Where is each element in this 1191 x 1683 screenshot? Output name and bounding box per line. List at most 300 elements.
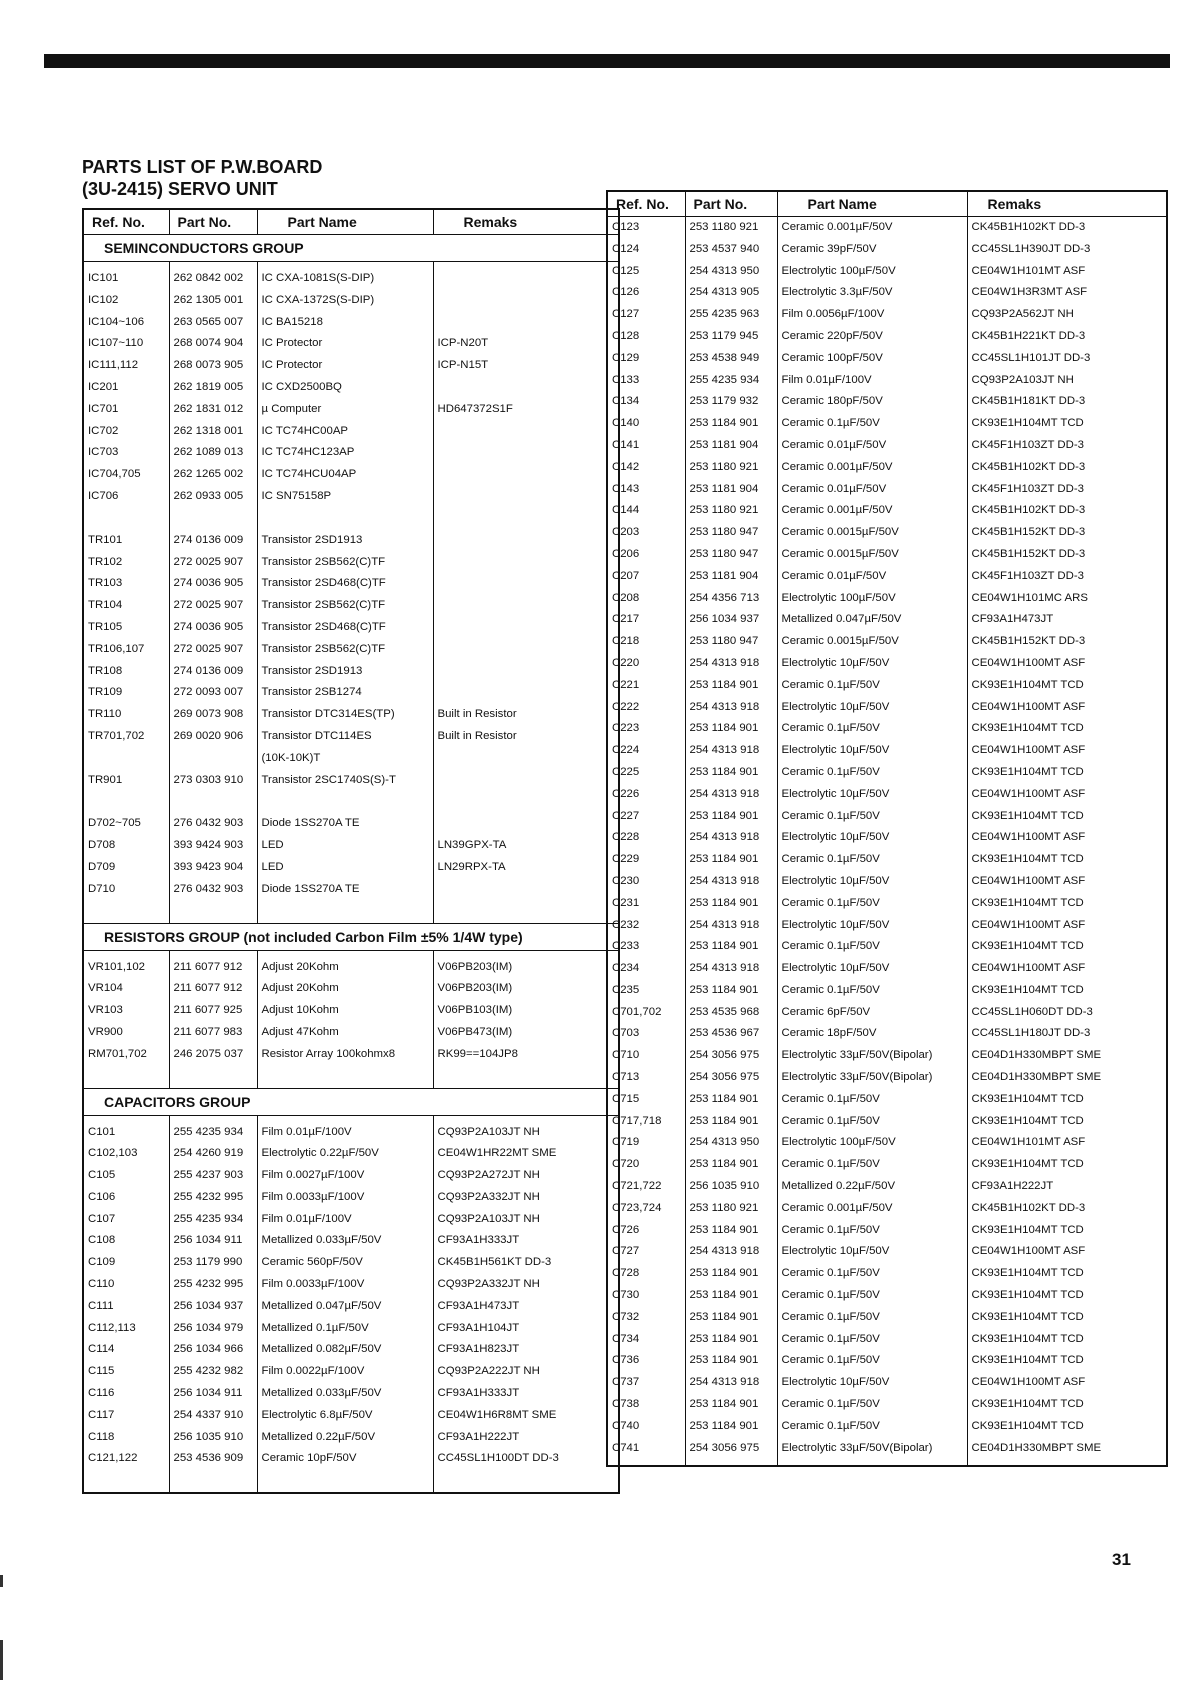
table-row <box>83 1318 619 1340</box>
cell-remarks: CK45B1H561KT DD-3 <box>433 1252 619 1274</box>
parts-table-right <box>606 190 1168 1467</box>
table-row <box>607 522 1167 544</box>
cell-ref-no: D708 <box>83 835 169 857</box>
table-row <box>83 1296 619 1318</box>
cell-remarks: CK93E1H104MT TCD <box>967 1154 1167 1176</box>
scan-edge-mark <box>0 1640 3 1680</box>
page-number: 31 <box>1112 1550 1131 1569</box>
table-row <box>83 312 619 334</box>
cell-remarks: CK93E1H104MT TCD <box>967 1329 1167 1351</box>
cell-part-no: 272 0025 907 <box>169 552 257 574</box>
cell-remarks: CK93E1H104MT TCD <box>967 1285 1167 1307</box>
cell-ref-no: C713 <box>607 1067 685 1089</box>
cell-remarks: CE04D1H330MBPT SME <box>967 1438 1167 1460</box>
cell-part-name: Electrolytic 100µF/50V <box>777 588 967 610</box>
cell-part-name: Electrolytic 10µF/50V <box>777 1241 967 1263</box>
parts-table-left <box>82 208 620 1494</box>
spacer-cell <box>83 508 169 530</box>
cell-part-name: Electrolytic 10µF/50V <box>777 915 967 937</box>
cell-part-name: Electrolytic 10µF/50V <box>777 697 967 719</box>
cell-ref-no: C226 <box>607 784 685 806</box>
cell-ref-no: TR105 <box>83 617 169 639</box>
table-row <box>83 1143 619 1165</box>
table-row <box>83 1187 619 1209</box>
spacer-cell <box>433 1066 619 1089</box>
spacer-cell <box>685 1459 777 1466</box>
cell-part-name: Transistor 2SD468(C)TF <box>257 573 433 595</box>
cell-part-name: Film 0.01µF/100V <box>257 1209 433 1231</box>
cell-ref-no: C118 <box>83 1427 169 1449</box>
table-row <box>83 682 619 704</box>
table-row <box>607 1241 1167 1263</box>
cell-ref-no: C105 <box>83 1165 169 1187</box>
cell-part-no: 274 0036 905 <box>169 617 257 639</box>
table-row <box>83 978 619 1000</box>
cell-part-no: 253 1184 901 <box>685 675 777 697</box>
cell-part-no: 262 1305 001 <box>169 290 257 312</box>
cell-part-no: 262 1819 005 <box>169 377 257 399</box>
group-title: RESISTORS GROUP (not included Carbon Film ±5% 1/4W type) <box>83 923 619 950</box>
cell-part-no: 262 0933 005 <box>169 486 257 508</box>
cell-part-no: 255 4232 982 <box>169 1361 257 1383</box>
cell-part-no: 262 1831 012 <box>169 399 257 421</box>
table-row <box>607 936 1167 958</box>
cell-part-name: Ceramic 100pF/50V <box>777 348 967 370</box>
cell-remarks: CE04W1H101MT ASF <box>967 1132 1167 1154</box>
cell-part-name: Ceramic 0.1µF/50V <box>777 1416 967 1438</box>
cell-remarks: CK93E1H104MT TCD <box>967 1307 1167 1329</box>
cell-part-name: Transistor 2SD1913 <box>257 661 433 683</box>
cell-ref-no: C222 <box>607 697 685 719</box>
spacer-row <box>83 508 619 530</box>
cell-remarks: CE04D1H330MBPT SME <box>967 1067 1167 1089</box>
table-row <box>607 326 1167 348</box>
table-row <box>607 871 1167 893</box>
table-row <box>83 1044 619 1066</box>
cell-part-no: 254 3056 975 <box>685 1438 777 1460</box>
cell-ref-no: C738 <box>607 1394 685 1416</box>
cell-ref-no: C726 <box>607 1220 685 1242</box>
cell-ref-no <box>83 748 169 770</box>
cell-remarks: CC45SL1H100DT DD-3 <box>433 1448 619 1470</box>
cell-ref-no: C208 <box>607 588 685 610</box>
table-row <box>607 631 1167 653</box>
cell-part-name: Ceramic 0.1µF/50V <box>777 1394 967 1416</box>
cell-remarks: CE04W1H6R8MT SME <box>433 1405 619 1427</box>
cell-part-no: 272 0025 907 <box>169 639 257 661</box>
table-row <box>607 588 1167 610</box>
cell-part-name: Ceramic 0.1µF/50V <box>777 806 967 828</box>
table-row <box>83 290 619 312</box>
cell-part-no: 253 1180 921 <box>685 1198 777 1220</box>
cell-ref-no: VR101,102 <box>83 957 169 979</box>
cell-part-name: IC Protector <box>257 355 433 377</box>
cell-part-name: IC CXD2500BQ <box>257 377 433 399</box>
cell-part-no: 269 0020 906 <box>169 726 257 748</box>
cell-remarks: CF93A1H473JT <box>967 609 1167 631</box>
cell-ref-no: IC706 <box>83 486 169 508</box>
cell-remarks: CK93E1H104MT TCD <box>967 675 1167 697</box>
cell-remarks: CC45SL1H180JT DD-3 <box>967 1023 1167 1045</box>
table-row <box>83 726 619 748</box>
cell-remarks: CE04W1H101MT ASF <box>967 261 1167 283</box>
cell-part-name: Ceramic 39pF/50V <box>777 239 967 261</box>
table-row <box>607 806 1167 828</box>
cell-part-no: 254 4337 910 <box>169 1405 257 1427</box>
cell-part-name: LED <box>257 857 433 879</box>
cell-part-no: 255 4232 995 <box>169 1187 257 1209</box>
cell-part-name: Ceramic 0.001µF/50V <box>777 457 967 479</box>
cell-part-no: 276 0432 903 <box>169 813 257 835</box>
cell-remarks: CQ93P2A562JT NH <box>967 304 1167 326</box>
cell-remarks: CQ93P2A332JT NH <box>433 1187 619 1209</box>
cell-remarks: CE04W1H100MT ASF <box>967 784 1167 806</box>
cell-part-name: Ceramic 0.1µF/50V <box>777 675 967 697</box>
cell-part-no: 253 1181 904 <box>685 435 777 457</box>
cell-part-name: IC TC74HCU04AP <box>257 464 433 486</box>
cell-remarks: CK93E1H104MT TCD <box>967 1111 1167 1133</box>
cell-part-name: Metallized 0.22µF/50V <box>777 1176 967 1198</box>
cell-ref-no: C116 <box>83 1383 169 1405</box>
cell-ref-no: TR108 <box>83 661 169 683</box>
table-row <box>607 261 1167 283</box>
cell-ref-no: C108 <box>83 1230 169 1252</box>
cell-ref-no: C110 <box>83 1274 169 1296</box>
table-row <box>83 813 619 835</box>
cell-part-name: Electrolytic 10µF/50V <box>777 871 967 893</box>
cell-part-name: Film 0.0056µF/100V <box>777 304 967 326</box>
table-row <box>83 1165 619 1187</box>
cell-ref-no: C721,722 <box>607 1176 685 1198</box>
cell-part-name: Transistor 2SD1913 <box>257 530 433 552</box>
cell-part-name: Electrolytic 100µF/50V <box>777 261 967 283</box>
group-header-row <box>83 923 619 950</box>
cell-part-name: Film 0.0033µF/100V <box>257 1274 433 1296</box>
cell-remarks: HD647372S1F <box>433 399 619 421</box>
cell-part-no: 253 1184 901 <box>685 1350 777 1372</box>
table-row <box>607 413 1167 435</box>
cell-ref-no: C125 <box>607 261 685 283</box>
cell-remarks: CC45SL1H390JT DD-3 <box>967 239 1167 261</box>
cell-part-name: Electrolytic 10µF/50V <box>777 740 967 762</box>
table-row <box>607 500 1167 522</box>
cell-ref-no: C218 <box>607 631 685 653</box>
cell-part-name: Ceramic 0.1µF/50V <box>777 413 967 435</box>
cell-part-no: 262 1265 002 <box>169 464 257 486</box>
table-row <box>607 1263 1167 1285</box>
cell-remarks: CE04W1H100MT ASF <box>967 697 1167 719</box>
cell-ref-no: C225 <box>607 762 685 784</box>
cell-part-name: Ceramic 0.1µF/50V <box>777 980 967 1002</box>
spacer-cell <box>433 901 619 924</box>
cell-part-name: Electrolytic 0.22µF/50V <box>257 1143 433 1165</box>
cell-remarks: CK45B1H221KT DD-3 <box>967 326 1167 348</box>
cell-remarks: ICP-N15T <box>433 355 619 377</box>
cell-part-no: 253 1184 901 <box>685 1089 777 1111</box>
cell-part-name: IC Protector <box>257 333 433 355</box>
cell-part-name: Ceramic 18pF/50V <box>777 1023 967 1045</box>
cell-part-name: Electrolytic 33µF/50V(Bipolar) <box>777 1045 967 1067</box>
spacer-cell <box>257 1066 433 1089</box>
cell-part-name: Ceramic 0.1µF/50V <box>777 718 967 740</box>
cell-ref-no: C723,724 <box>607 1198 685 1220</box>
table-row <box>607 239 1167 261</box>
table-row <box>607 1350 1167 1372</box>
cell-remarks: CK93E1H104MT TCD <box>967 413 1167 435</box>
cell-ref-no: C740 <box>607 1416 685 1438</box>
cell-remarks: RK99==104JP8 <box>433 1044 619 1066</box>
cell-part-no: 393 9424 903 <box>169 835 257 857</box>
cell-part-name: Ceramic 0.01µF/50V <box>777 435 967 457</box>
cell-part-name: Diode 1SS270A TE <box>257 813 433 835</box>
cell-ref-no: C715 <box>607 1089 685 1111</box>
cell-ref-no: IC111,112 <box>83 355 169 377</box>
cell-part-name: Electrolytic 10µF/50V <box>777 1372 967 1394</box>
cell-part-no: 272 0025 907 <box>169 595 257 617</box>
cell-part-no: 254 4260 919 <box>169 1143 257 1165</box>
table-row <box>83 573 619 595</box>
cell-remarks: CF93A1H222JT <box>967 1176 1167 1198</box>
cell-ref-no: D710 <box>83 879 169 901</box>
table-row <box>607 893 1167 915</box>
cell-part-name: Ceramic 10pF/50V <box>257 1448 433 1470</box>
col-part-name: Part Name <box>777 191 967 217</box>
cell-part-no: 254 4313 918 <box>685 784 777 806</box>
cell-ref-no: TR101 <box>83 530 169 552</box>
cell-ref-no: VR900 <box>83 1022 169 1044</box>
cell-part-no: 254 4313 918 <box>685 915 777 937</box>
spacer-cell <box>777 1459 967 1466</box>
cell-part-name: Film 0.0027µF/100V <box>257 1165 433 1187</box>
cell-part-no: 254 4313 918 <box>685 740 777 762</box>
cell-part-no: 254 4313 918 <box>685 653 777 675</box>
spacer-cell <box>607 1459 685 1466</box>
table-row <box>83 957 619 979</box>
table-row <box>83 268 619 290</box>
cell-ref-no: TR901 <box>83 770 169 792</box>
cell-remarks <box>433 530 619 552</box>
table-row <box>607 479 1167 501</box>
cell-ref-no: C129 <box>607 348 685 370</box>
cell-ref-no: C124 <box>607 239 685 261</box>
cell-remarks: CK45F1H103ZT DD-3 <box>967 566 1167 588</box>
cell-ref-no: TR109 <box>83 682 169 704</box>
cell-part-name: Adjust 47Kohm <box>257 1022 433 1044</box>
cell-ref-no: D702~705 <box>83 813 169 835</box>
cell-ref-no: C111 <box>83 1296 169 1318</box>
table-row <box>83 748 619 770</box>
table-row <box>83 661 619 683</box>
cell-remarks: CK93E1H104MT TCD <box>967 980 1167 1002</box>
cell-remarks: Built in Resistor <box>433 704 619 726</box>
cell-part-name: IC TC74HC123AP <box>257 442 433 464</box>
cell-part-no: 253 1184 901 <box>685 1329 777 1351</box>
table-row <box>607 1154 1167 1176</box>
cell-part-no: 253 1181 904 <box>685 479 777 501</box>
table-row <box>607 391 1167 413</box>
cell-part-no: 255 4235 934 <box>685 370 777 392</box>
cell-part-no: 246 2075 037 <box>169 1044 257 1066</box>
table-row <box>607 849 1167 871</box>
cell-part-no: 253 1184 901 <box>685 806 777 828</box>
cell-remarks: CF93A1H333JT <box>433 1230 619 1252</box>
cell-remarks: CK93E1H104MT TCD <box>967 1350 1167 1372</box>
cell-part-no: 253 1180 921 <box>685 217 777 239</box>
cell-part-name: Electrolytic 10µF/50V <box>777 827 967 849</box>
cell-part-name: Metallized 0.033µF/50V <box>257 1383 433 1405</box>
table-row <box>607 1307 1167 1329</box>
cell-remarks: CQ93P2A103JT NH <box>967 370 1167 392</box>
cell-ref-no: IC104~106 <box>83 312 169 334</box>
cell-part-name: IC SN75158P <box>257 486 433 508</box>
cell-remarks: LN29RPX-TA <box>433 857 619 879</box>
table-row <box>607 1176 1167 1198</box>
cell-part-name: Electrolytic 6.8µF/50V <box>257 1405 433 1427</box>
spacer-cell <box>169 791 257 813</box>
cell-ref-no: IC102 <box>83 290 169 312</box>
cell-ref-no: C115 <box>83 1361 169 1383</box>
cell-remarks: CK93E1H104MT TCD <box>967 762 1167 784</box>
spacer-cell <box>433 1470 619 1493</box>
cell-part-no: 256 1034 937 <box>685 609 777 631</box>
cell-ref-no: D709 <box>83 857 169 879</box>
table-row <box>607 1285 1167 1307</box>
cell-part-no: 254 4313 905 <box>685 282 777 304</box>
group-title: SEMINCONDUCTORS GROUP <box>83 235 619 262</box>
cell-part-name: Adjust 10Kohm <box>257 1000 433 1022</box>
cell-part-no: 253 4536 909 <box>169 1448 257 1470</box>
cell-remarks: CE04W1H100MT ASF <box>967 915 1167 937</box>
cell-remarks <box>433 290 619 312</box>
cell-ref-no: C207 <box>607 566 685 588</box>
spacer-cell <box>433 508 619 530</box>
cell-part-name: Ceramic 0.001µF/50V <box>777 500 967 522</box>
cell-remarks: CE04W1H100MT ASF <box>967 740 1167 762</box>
cell-part-name: Ceramic 220pF/50V <box>777 326 967 348</box>
cell-ref-no: C732 <box>607 1307 685 1329</box>
cell-ref-no: C206 <box>607 544 685 566</box>
cell-part-no: 274 0036 905 <box>169 573 257 595</box>
cell-part-name: Ceramic 180pF/50V <box>777 391 967 413</box>
cell-ref-no: TR103 <box>83 573 169 595</box>
cell-part-no: 253 1181 904 <box>685 566 777 588</box>
cell-part-no: 253 1184 901 <box>685 980 777 1002</box>
cell-remarks: Built in Resistor <box>433 726 619 748</box>
cell-ref-no: C232 <box>607 915 685 937</box>
table-row <box>83 835 619 857</box>
cell-part-no: 255 4235 963 <box>685 304 777 326</box>
spacer-row <box>83 791 619 813</box>
spacer-cell <box>169 508 257 530</box>
cell-part-name: LED <box>257 835 433 857</box>
cell-part-no: 253 1184 901 <box>685 718 777 740</box>
cell-part-no: 211 6077 912 <box>169 957 257 979</box>
cell-remarks <box>433 377 619 399</box>
cell-remarks: CQ93P2A103JT NH <box>433 1209 619 1231</box>
cell-part-no: 272 0093 007 <box>169 682 257 704</box>
cell-ref-no: IC701 <box>83 399 169 421</box>
cell-remarks: CK45F1H103ZT DD-3 <box>967 479 1167 501</box>
cell-part-name: Transistor 2SC1740S(S)-T <box>257 770 433 792</box>
table-row <box>607 740 1167 762</box>
spacer-cell <box>257 901 433 924</box>
table-row <box>607 1220 1167 1242</box>
cell-part-name: (10K-10K)T <box>257 748 433 770</box>
cell-remarks: CQ93P2A222JT NH <box>433 1361 619 1383</box>
cell-remarks <box>433 813 619 835</box>
cell-part-no: 393 9423 904 <box>169 857 257 879</box>
cell-remarks: CK93E1H104MT TCD <box>967 1394 1167 1416</box>
cell-remarks <box>433 879 619 901</box>
cell-part-no: 262 0842 002 <box>169 268 257 290</box>
group-title: CAPACITORS GROUP <box>83 1088 619 1115</box>
cell-part-name: Ceramic 0.0015µF/50V <box>777 544 967 566</box>
cell-ref-no: C235 <box>607 980 685 1002</box>
cell-part-no: 263 0565 007 <box>169 312 257 334</box>
cell-ref-no: C224 <box>607 740 685 762</box>
cell-ref-no: C134 <box>607 391 685 413</box>
cell-remarks: CQ93P2A272JT NH <box>433 1165 619 1187</box>
cell-ref-no: C141 <box>607 435 685 457</box>
cell-remarks: CE04W1H101MC ARS <box>967 588 1167 610</box>
header-row <box>607 191 1167 217</box>
scan-edge-mark <box>0 1575 3 1587</box>
cell-remarks <box>433 595 619 617</box>
spacer-row <box>83 1470 619 1493</box>
table-row <box>607 566 1167 588</box>
cell-remarks: CK45B1H102KT DD-3 <box>967 217 1167 239</box>
table-row <box>83 1383 619 1405</box>
cell-remarks: CK93E1H104MT TCD <box>967 718 1167 740</box>
cell-remarks: CK93E1H104MT TCD <box>967 936 1167 958</box>
cell-part-name: Electrolytic 10µF/50V <box>777 784 967 806</box>
table-row <box>83 1230 619 1252</box>
cell-ref-no: TR102 <box>83 552 169 574</box>
cell-remarks: CE04W1H100MT ASF <box>967 958 1167 980</box>
cell-part-name: Transistor 2SB1274 <box>257 682 433 704</box>
cell-part-no: 254 4313 918 <box>685 697 777 719</box>
cell-part-no: 253 1184 901 <box>685 893 777 915</box>
group-header-row <box>83 235 619 262</box>
col-remarks: Remaks <box>967 191 1167 217</box>
table-row <box>607 1067 1167 1089</box>
table-row <box>607 609 1167 631</box>
table-row <box>83 1339 619 1361</box>
cell-remarks: CK45B1H152KT DD-3 <box>967 522 1167 544</box>
table-row <box>607 348 1167 370</box>
cell-ref-no: C203 <box>607 522 685 544</box>
cell-ref-no: VR103 <box>83 1000 169 1022</box>
cell-remarks: CQ93P2A103JT NH <box>433 1122 619 1144</box>
cell-part-no: 262 1318 001 <box>169 421 257 443</box>
table-row <box>83 1361 619 1383</box>
cell-part-name: Transistor 2SD468(C)TF <box>257 617 433 639</box>
cell-part-no: 253 1184 901 <box>685 413 777 435</box>
cell-part-no: 253 4536 967 <box>685 1023 777 1045</box>
cell-part-no: 253 1179 990 <box>169 1252 257 1274</box>
cell-remarks: CK45B1H181KT DD-3 <box>967 391 1167 413</box>
cell-part-no: 262 1089 013 <box>169 442 257 464</box>
table-row <box>83 333 619 355</box>
cell-part-name: Adjust 20Kohm <box>257 957 433 979</box>
cell-part-name: IC TC74HC00AP <box>257 421 433 443</box>
cell-remarks: CE04W1H3R3MT ASF <box>967 282 1167 304</box>
cell-part-no: 253 1184 901 <box>685 1394 777 1416</box>
cell-part-name: Transistor DTC314ES(TP) <box>257 704 433 726</box>
cell-part-no: 253 1184 901 <box>685 1307 777 1329</box>
cell-remarks <box>433 748 619 770</box>
cell-remarks: CK93E1H104MT TCD <box>967 1416 1167 1438</box>
